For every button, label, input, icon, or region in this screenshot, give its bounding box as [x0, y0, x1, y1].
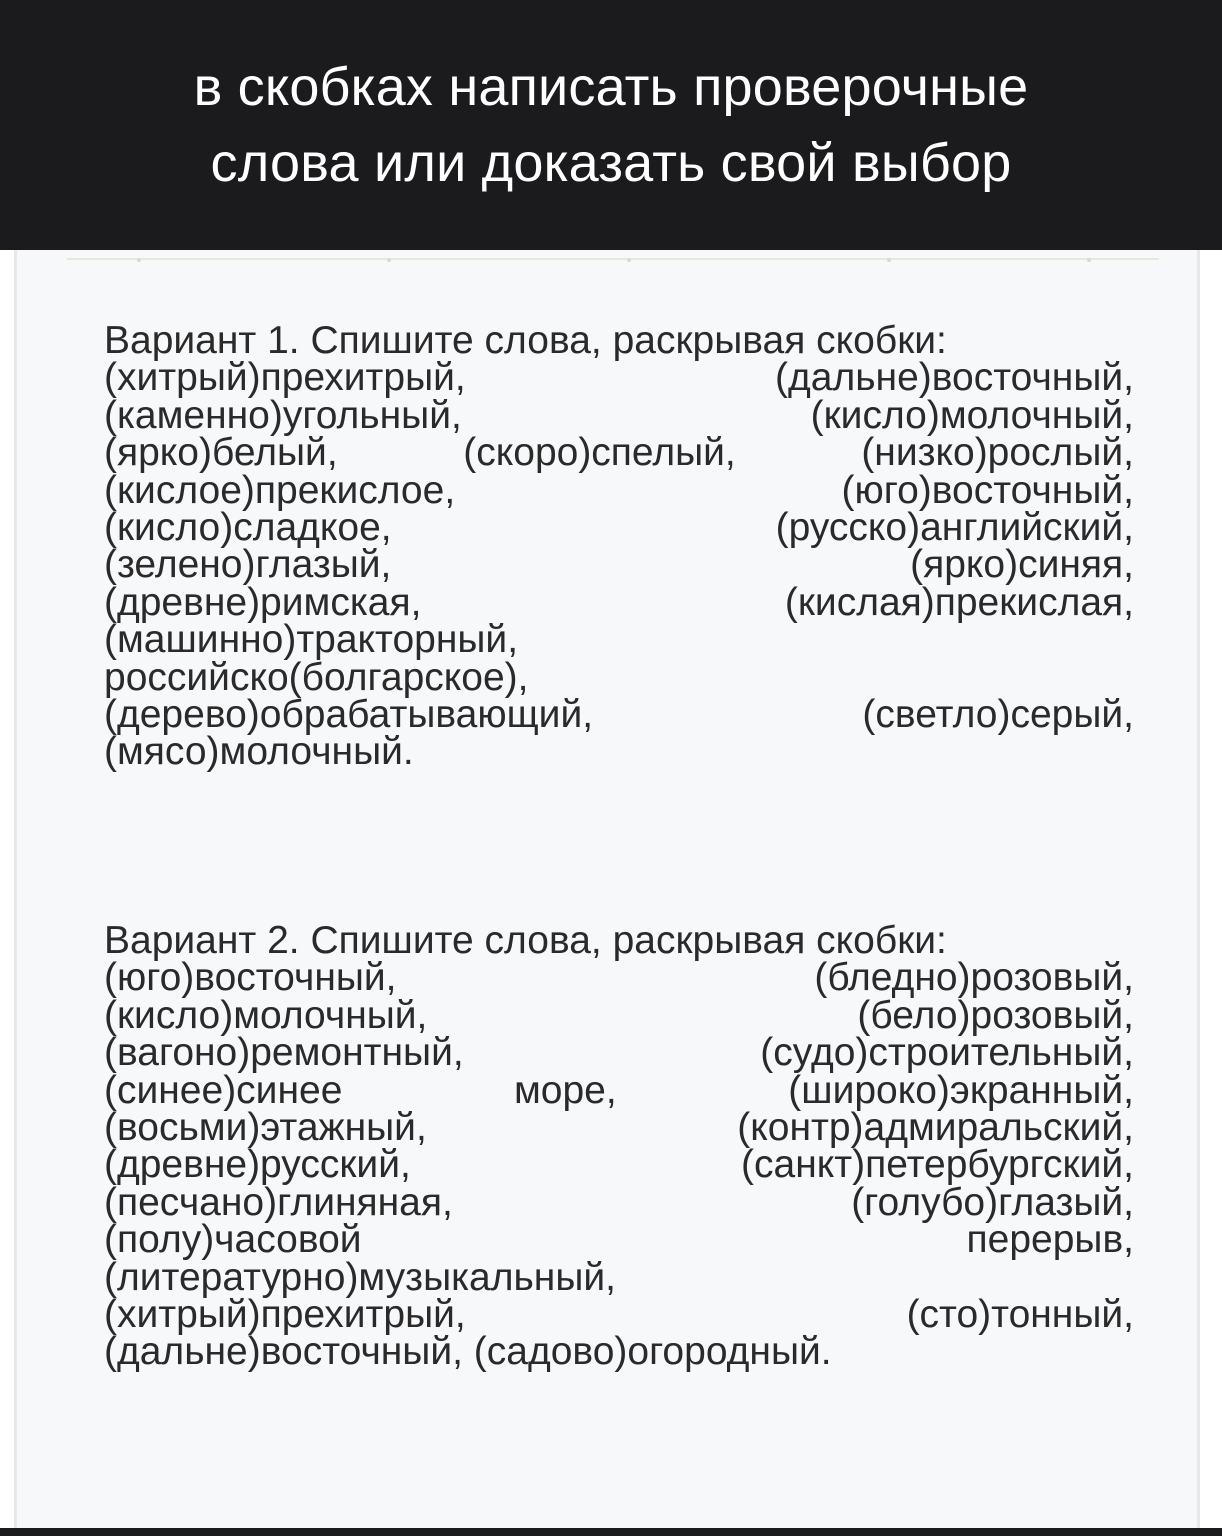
caption-banner	[0, 0, 1222, 250]
word-entry: российско(болгарское),	[104, 655, 529, 699]
word-entry: (литературно)музыкальный,	[104, 1255, 616, 1299]
word-entry: (древне)римская,	[104, 580, 422, 624]
word-entry: (мясо)молочный.	[104, 730, 414, 774]
word-entry: (светло)серый,	[862, 692, 1134, 736]
divider-ticks	[67, 258, 1159, 264]
word-entry: (сто)тонный,	[906, 1292, 1134, 1336]
variant1-line	[104, 580, 1134, 624]
variant1-line	[104, 618, 1134, 662]
word-entry: (русско)английский,	[775, 505, 1134, 549]
word-entry: море,	[513, 1068, 617, 1112]
word-entry: (кислое)прекислое,	[104, 468, 456, 512]
variant1-line	[104, 356, 1134, 400]
word-entry: (кислая)прекислая,	[784, 580, 1134, 624]
variant2-line	[104, 993, 1134, 1037]
variant2-line	[104, 1068, 1134, 1112]
word-entry: (санкт)петербургский,	[741, 1143, 1134, 1187]
variant2-line	[104, 1143, 1134, 1187]
word-entry: (кисло)молочный,	[810, 393, 1134, 437]
word-entry: (широко)экранный,	[788, 1068, 1134, 1112]
word-entry: (ярко)синяя,	[910, 543, 1134, 587]
word-entry: перерыв,	[966, 1218, 1134, 1262]
word-entry: (полу)часовой	[104, 1218, 362, 1262]
word-entry: (хитрый)прехитрый,	[104, 356, 466, 400]
variant1-line	[104, 505, 1134, 549]
word-entry: (хитрый)прехитрый,	[104, 1292, 466, 1336]
variant1-line	[104, 730, 1134, 774]
variant2-line	[104, 1031, 1134, 1075]
variant1-line	[104, 655, 1134, 699]
word-entry: (кисло)сладкое,	[104, 505, 392, 549]
caption-line-2: слова или доказать свой выбор	[210, 133, 1012, 193]
variant2-line	[104, 1218, 1134, 1262]
word-entry: (юго)восточный,	[104, 956, 397, 1000]
variant1-heading	[104, 319, 1134, 362]
word-entry: (дальне)восточный,	[775, 356, 1134, 400]
word-entry: (зелено)глазый,	[104, 543, 392, 587]
variant-2-block	[104, 919, 1134, 1374]
word-entry: (машинно)тракторный,	[104, 618, 519, 662]
variant1-line	[104, 393, 1134, 437]
word-entry: (ярко)белый,	[104, 431, 338, 475]
word-entry: (юго)восточный,	[841, 468, 1134, 512]
word-entry: (древне)русский,	[104, 1143, 411, 1187]
variant2-line	[104, 956, 1134, 1000]
variant2-heading	[104, 919, 1134, 962]
word-entry: (кисло)молочный,	[104, 993, 428, 1037]
word-entry: (контр)адмиральский,	[737, 1105, 1134, 1149]
word-entry: (синее)синее	[104, 1068, 343, 1112]
variant1-line	[104, 692, 1134, 736]
word-entry: (бело)розовый,	[857, 993, 1134, 1037]
variant2-line	[104, 1180, 1134, 1224]
word-entry: (низко)рослый,	[861, 431, 1134, 475]
word-entry: (дерево)обрабатывающий,	[104, 692, 594, 736]
word-entry: (восьми)этажный,	[104, 1105, 427, 1149]
caption-line-1: в скобках написать проверочные	[193, 57, 1029, 117]
worksheet-card	[14, 250, 1200, 1536]
word-entry: (скоро)спелый,	[463, 431, 736, 475]
word-entry: (песчано)глиняная,	[104, 1180, 453, 1224]
word-entry: (судо)строительный,	[760, 1031, 1134, 1075]
word-entry: (голубо)глазый,	[851, 1180, 1134, 1224]
variant1-line	[104, 468, 1134, 512]
variant1-line	[104, 431, 1134, 475]
word-entry: Вариант 2. Спишите слова, раскрывая скобки:	[104, 919, 947, 962]
variant2-line	[104, 1330, 1134, 1374]
variant2-line	[104, 1292, 1134, 1336]
word-entry: (дальне)восточный, (садово)огородный.	[104, 1330, 832, 1374]
word-entry: (каменно)угольный,	[104, 393, 462, 437]
bottom-edge	[0, 1528, 1222, 1536]
variant-1-block	[104, 319, 1134, 774]
word-entry: (бледно)розовый,	[814, 956, 1134, 1000]
word-entry: (вагоно)ремонтный,	[104, 1031, 464, 1075]
variant2-line	[104, 1255, 1134, 1299]
variant2-line	[104, 1105, 1134, 1149]
variant1-line	[104, 543, 1134, 587]
word-entry: Вариант 1. Спишите слова, раскрывая скобки:	[104, 319, 947, 362]
